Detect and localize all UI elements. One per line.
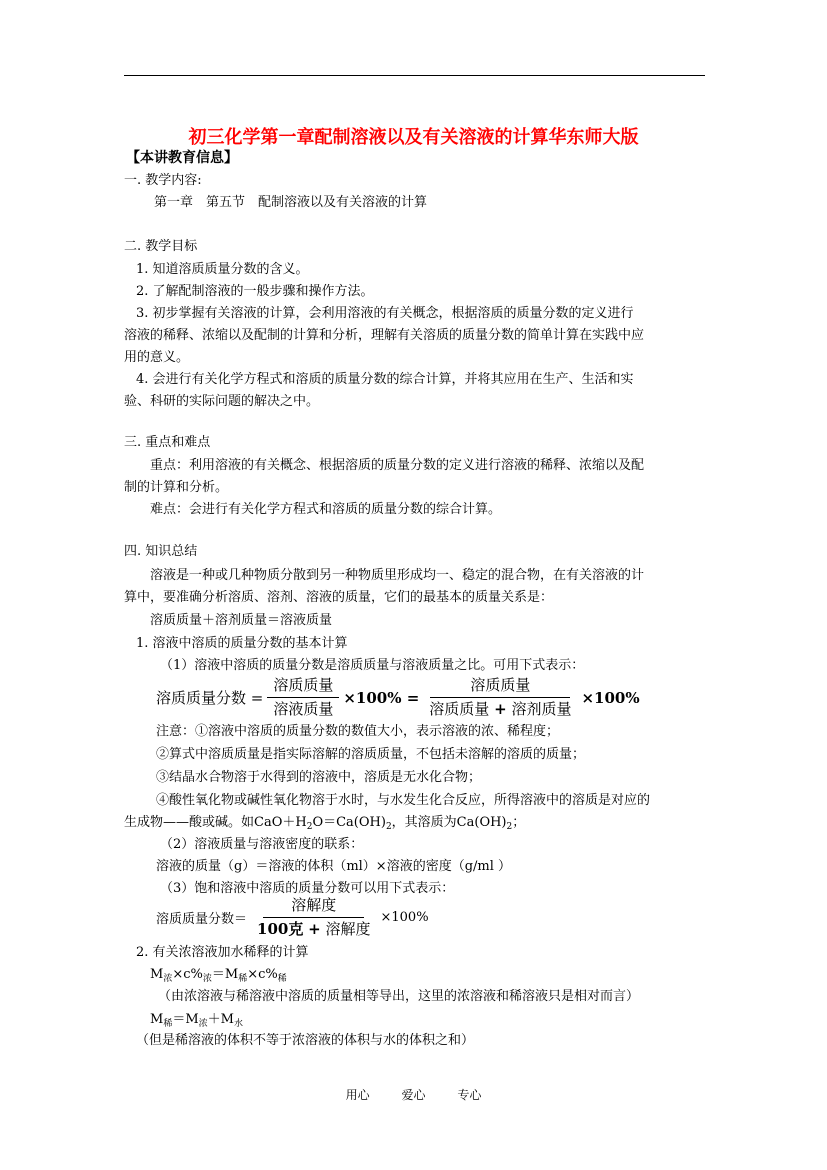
formula-2-lhs: 溶质质量分数＝ — [156, 912, 248, 927]
goal-1: 1. 知道溶质质量分数的含义。 — [136, 262, 309, 277]
note-4-text-b: O＝Ca(OH) — [312, 815, 386, 830]
goal-3-line-1: 3. 初步掌握有关溶液的计算，会利用溶液的有关概念，根据溶质的质量分数的定义进行 — [136, 306, 634, 321]
header-rule — [124, 75, 705, 76]
difficulty: 难点：会进行有关化学方程式和溶质的质量分数的综合计算。 — [150, 502, 502, 517]
fraction-3 — [251, 896, 376, 939]
denominator-term-a: 溶质质量 — [429, 700, 490, 718]
subscript: 2 — [506, 822, 513, 832]
goal-3-line-3: 用的意义。 — [124, 350, 190, 365]
note-4-text-a: 生成物——酸或碱。如CaO＋H — [124, 815, 307, 830]
eq-term: ×c% — [172, 967, 203, 982]
saturated-fraction-formula — [156, 896, 429, 939]
fraction-2-numerator: 溶质质量 — [430, 676, 570, 698]
goal-4-line-2: 验、科研的实际问题的解决之中。 — [124, 394, 320, 409]
footer-text-1: 用心 — [345, 1088, 370, 1102]
subscript: 水 — [233, 1019, 243, 1029]
subscript: 稀 — [163, 1019, 173, 1029]
section-heading-info: 【本讲教育信息】 — [126, 150, 238, 166]
eq-term: M — [150, 967, 164, 982]
denominator-solubility: 溶解度 — [325, 920, 371, 938]
formula-2-multiplier: ×100% — [380, 910, 429, 925]
dilution-equation-1 — [150, 966, 287, 988]
subscript: 浓 — [202, 974, 212, 984]
note-4-line-1: ④酸性氧化物或碱性氧化物溶于水时，与水发生化合反应，所得溶液中的溶质是对应的 — [156, 793, 651, 808]
note-1: 注意：①溶液中溶质的质量分数的数值大小，表示溶液的浓、稀程度； — [156, 724, 560, 739]
key-point-line-2: 制的计算和分析。 — [124, 480, 229, 495]
section-1-body: 第一章 第五节 配制溶液以及有关溶液的计算 — [154, 195, 428, 210]
note-4-line-2 — [124, 814, 525, 836]
footer-text-3: 专心 — [457, 1088, 482, 1102]
denominator-plus: + — [494, 700, 507, 718]
summary-line-1: 溶液是一种或几种物质分散到另一种物质里形成均一、稳定的混合物，在有关溶液的计 — [150, 568, 645, 583]
dilution-equation-2 — [150, 1011, 243, 1033]
note-4-text-c: ，其溶质为Ca(OH) — [391, 815, 507, 830]
formula-multiplier-1: ×100% = — [343, 688, 420, 707]
fraction-3-numerator: 溶解度 — [263, 896, 364, 918]
section-1-heading: 一. 教学内容: — [124, 173, 202, 188]
note-3: ③结晶水合物溶于水得到的溶液中，溶质是无水化合物； — [156, 770, 482, 785]
section-3-heading: 三. 重点和难点 — [124, 435, 211, 450]
subsection-1-1: （1）溶液中溶质的质量分数是溶质质量与溶液质量之比。可用下式表示： — [160, 658, 585, 673]
fraction-1-numerator: 溶质质量 — [267, 676, 339, 698]
footer-text-2: 爱心 — [401, 1088, 426, 1102]
formula-lhs: 溶质质量分数 = — [156, 689, 264, 707]
goal-2: 2. 了解配制溶液的一般步骤和操作方法。 — [136, 284, 374, 299]
subsection-2: 2. 有关浓溶液加水稀释的计算 — [136, 945, 309, 960]
eq-term: ＋M — [207, 1012, 234, 1027]
fraction-2-denominator — [423, 698, 577, 719]
eq-term: ×c% — [247, 967, 278, 982]
eq-term: M — [150, 1012, 164, 1027]
denominator-term-b: 溶剂质量 — [511, 700, 572, 718]
dilution-equation-1-note: （由浓溶液与稀溶液中溶质的质量相等导出，这里的浓溶液和稀溶液只是相对而言） — [158, 989, 640, 1004]
fraction-1-denominator: 溶液质量 — [273, 700, 334, 718]
key-point-line-1: 重点：利用溶液的有关概念、根据溶质的质量分数的定义进行溶液的稀释、浓缩以及配 — [150, 458, 645, 473]
section-4-heading: 四. 知识总结 — [124, 544, 198, 559]
subscript: 稀 — [238, 974, 248, 984]
subscript: 浓 — [163, 974, 173, 984]
eq-term: ＝M — [211, 967, 239, 982]
document-title: 初三化学第一章配制溶液以及有关溶液的计算华东师大版 — [188, 127, 639, 148]
subsection-1-3: （3）饱和溶液中溶质的质量分数可以用下式表示： — [160, 881, 455, 896]
note-2: ②算式中溶质质量是指实际溶解的溶质质量，不包括未溶解的溶质的质量； — [156, 747, 586, 762]
mass-relation: 溶质质量＋溶剂质量＝溶液质量 — [150, 613, 333, 628]
formula-multiplier-2: ×100% — [581, 688, 640, 707]
denominator-plus: + — [308, 920, 321, 938]
summary-line-2: 算中，要准确分析溶质、溶剂、溶液的质量，它们的最基本的质量关系是： — [124, 590, 554, 605]
subscript: 2 — [306, 822, 313, 832]
denominator-100g: 100克 — [257, 920, 304, 938]
goal-4-line-1: 4. 会进行有关化学方程式和溶质的质量分数的综合计算，并将其应用在生产、生活和实 — [136, 372, 634, 387]
subscript: 2 — [385, 822, 392, 832]
fraction-2 — [423, 676, 577, 719]
subscript: 浓 — [198, 1019, 208, 1029]
note-4-text-d: ； — [512, 815, 526, 830]
density-relation: 溶液的质量（g）＝溶液的体积（ml）×溶液的密度（g/ml ） — [156, 859, 512, 874]
subscript: 稀 — [277, 974, 287, 984]
subsection-1: 1. 溶液中溶质的质量分数的基本计算 — [136, 636, 348, 651]
fraction-1 — [267, 676, 339, 719]
goal-3-line-2: 溶液的稀释、浓缩以及配制的计算和分析，理解有关溶质的质量分数的简单计算在实践中应 — [124, 328, 645, 343]
dilution-equation-2-note: （但是稀溶液的体积不等于浓溶液的体积与水的体积之和） — [136, 1033, 475, 1048]
section-2-heading: 二. 教学目标 — [124, 239, 198, 254]
fraction-3-denominator — [251, 918, 376, 939]
mass-fraction-formula — [156, 676, 640, 719]
page-footer — [0, 1086, 827, 1103]
subsection-1-2: （2）溶液质量与溶液密度的联系： — [160, 837, 364, 852]
eq-term: ＝M — [172, 1012, 199, 1027]
